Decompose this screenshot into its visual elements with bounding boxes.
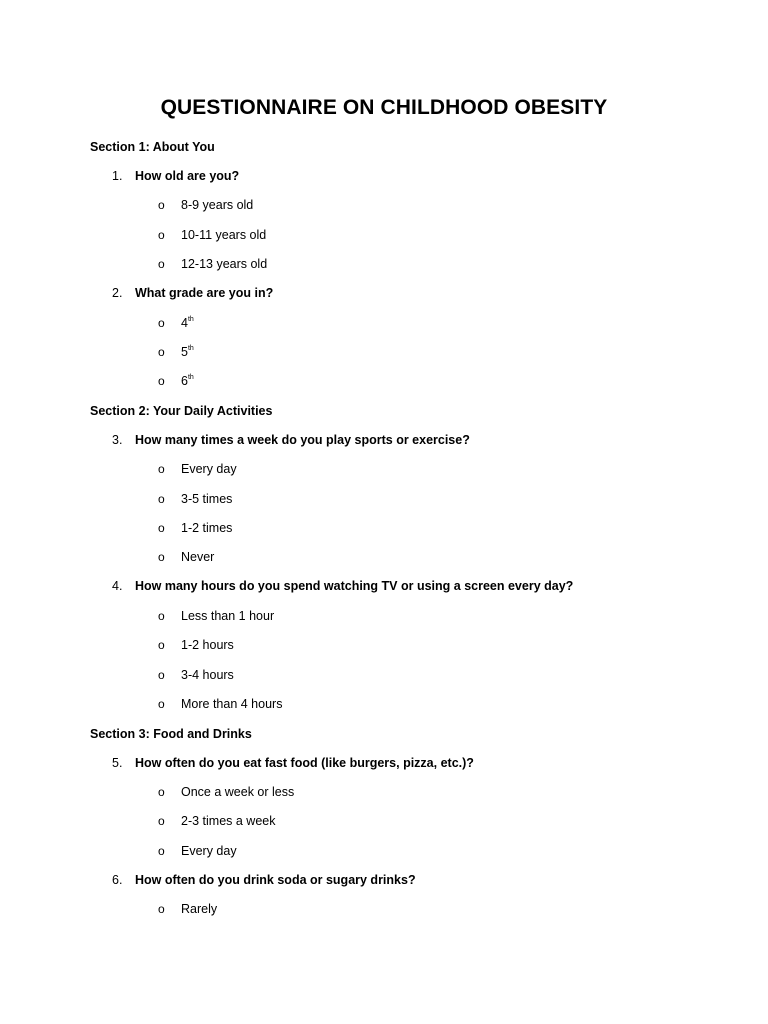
answer-option: 10-11 years old (181, 228, 267, 242)
question-text: How many times a week do you play sports or exercise? (135, 433, 470, 447)
document-title: QUESTIONNAIRE ON CHILDHOOD OBESITY (160, 96, 608, 119)
bullet-icon: o (158, 521, 165, 535)
bullet-icon: o (158, 844, 165, 858)
question-text: How many hours do you spend watching TV or using a screen every day? (135, 579, 574, 593)
answer-option: Less than 1 hour (181, 609, 275, 623)
bullet-icon: o (158, 492, 165, 506)
answer-option: Once a week or less (181, 785, 295, 799)
answer-option: Every day (181, 844, 237, 858)
question-number: 2. (112, 286, 123, 300)
bullet-icon: o (158, 374, 165, 388)
question-text: What grade are you in? (135, 286, 274, 300)
option-number: 6 (181, 374, 188, 388)
answer-option: 2-3 times a week (181, 814, 276, 828)
answer-option: Rarely (181, 902, 218, 916)
answer-option: 1-2 hours (181, 638, 234, 652)
answer-option (181, 373, 194, 389)
answer-option: More than 4 hours (181, 697, 283, 711)
answer-option: 1-2 times (181, 521, 233, 535)
ordinal-suffix: th (187, 315, 194, 323)
answer-option: Never (181, 550, 215, 564)
option-number: 4 (181, 316, 188, 330)
answer-option: 8-9 years old (181, 198, 254, 212)
answer-option: 12-13 years old (181, 257, 268, 271)
answer-option: 3-4 hours (181, 668, 234, 682)
answer-option: 3-5 times (181, 492, 233, 506)
question-text: How often do you eat fast food (like burgers, pizza, etc.)? (135, 756, 474, 770)
bullet-icon: o (158, 609, 165, 623)
bullet-icon: o (158, 697, 165, 711)
question-number: 6. (112, 873, 123, 887)
question-text: How old are you? (135, 169, 240, 183)
bullet-icon: o (158, 668, 165, 682)
ordinal-suffix: th (187, 344, 194, 352)
section-heading: Section 2: Your Daily Activities (90, 404, 273, 418)
section-heading: Section 3: Food and Drinks (90, 727, 252, 741)
bullet-icon: o (158, 785, 165, 799)
bullet-icon: o (158, 814, 165, 828)
question-number: 1. (112, 169, 123, 183)
bullet-icon: o (158, 550, 165, 564)
option-number: 5 (181, 345, 188, 359)
bullet-icon: o (158, 462, 165, 476)
bullet-icon: o (158, 257, 165, 271)
question-number: 4. (112, 579, 123, 593)
question-number: 5. (112, 756, 123, 770)
section-heading: Section 1: About You (90, 140, 215, 154)
question-text: How often do you drink soda or sugary drinks? (135, 873, 416, 887)
bullet-icon: o (158, 228, 165, 242)
ordinal-suffix: th (187, 373, 194, 381)
answer-option (181, 344, 194, 360)
bullet-icon: o (158, 316, 165, 330)
bullet-icon: o (158, 638, 165, 652)
bullet-icon: o (158, 902, 165, 916)
answer-option: Every day (181, 462, 237, 476)
bullet-icon: o (158, 198, 165, 212)
question-number: 3. (112, 433, 123, 447)
bullet-icon: o (158, 345, 165, 359)
answer-option (181, 315, 194, 331)
